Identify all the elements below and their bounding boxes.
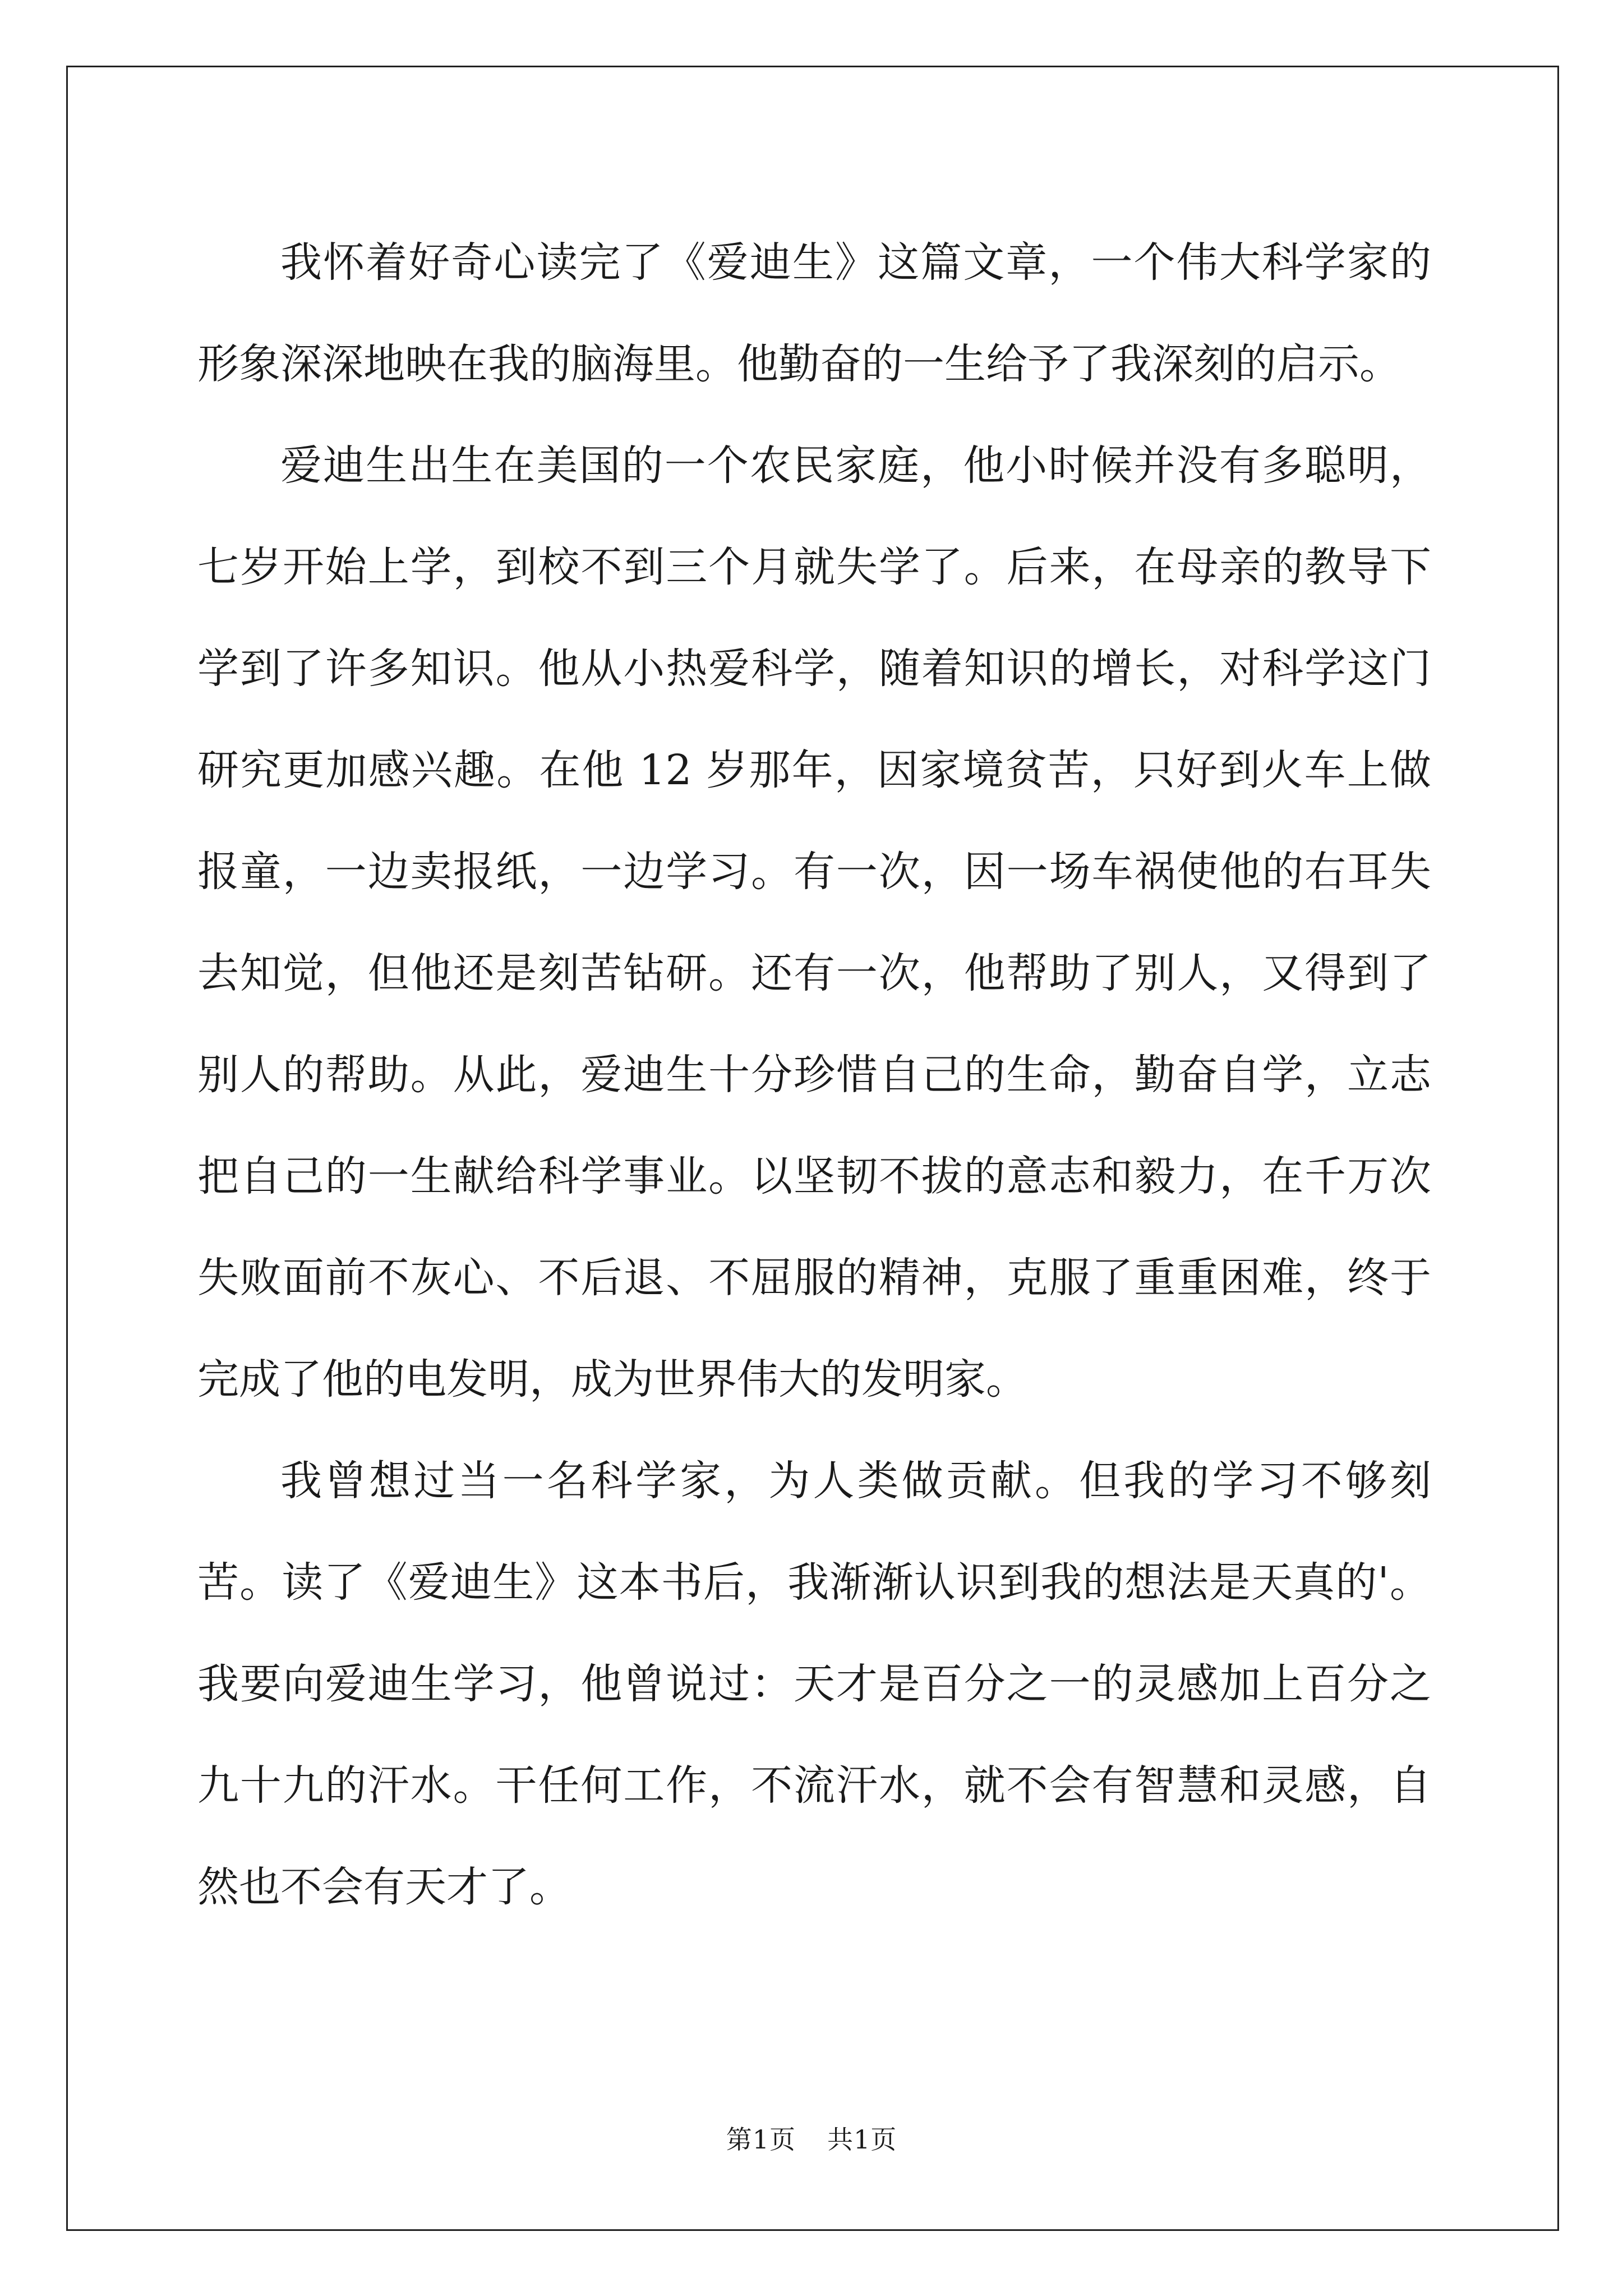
page-footer — [0, 2119, 1623, 2156]
paragraph-biography: 爱迪生出生在美国的一个农民家庭，他小时候并没有多聪明，七岁开始上学，到校不到三个月就失学了。后来，在母亲的教导下学到了许多知识。他从小热爱科学，随着知识的增长，对科学这门研究更加感兴趣。在他 12 岁那年，因家境贫苦，只好到火车上做报童，一边卖报纸，一边学习。有一次，因一场车祸使他的右耳失去知觉，但他还是刻苦钻研。还有一次，他帮助了别人，又得到了别人的帮助。从此，爱迪生十分珍惜自己的生命，勤奋自学，立志把自己的一生献给科学事业。以坚韧不拔的意志和毅力，在千万次失败面前不灰心、不后退、不屈服的精神，克服了重重困难，终于完成了他的电发明，成为世界伟大的发明家。 — [197, 441, 1431, 1404]
page-total: 共1页 — [827, 2124, 897, 2155]
paragraph-intro: 我怀着好奇心读完了《爱迪生》这篇文章，一个伟大科学家的形象深深地映在我的脑海里。他勤奋的一生给予了我深刻的启示。 — [197, 238, 1431, 388]
paragraph-reflection: 我曾想过当一名科学家，为人类做贡献。但我的学习不够刻苦。读了《爱迪生》这本书后，我渐渐认识到我的想法是天真的'。我要向爱迪生学习，他曾说过：天才是百分之一的灵感加上百分之九十九的汗水。干任何工作，不流汗水，就不会有智慧和灵感，自然也不会有天才了。 — [197, 1457, 1431, 1911]
page-number: 第1页 — [726, 2124, 796, 2155]
document-body — [197, 212, 1431, 1938]
